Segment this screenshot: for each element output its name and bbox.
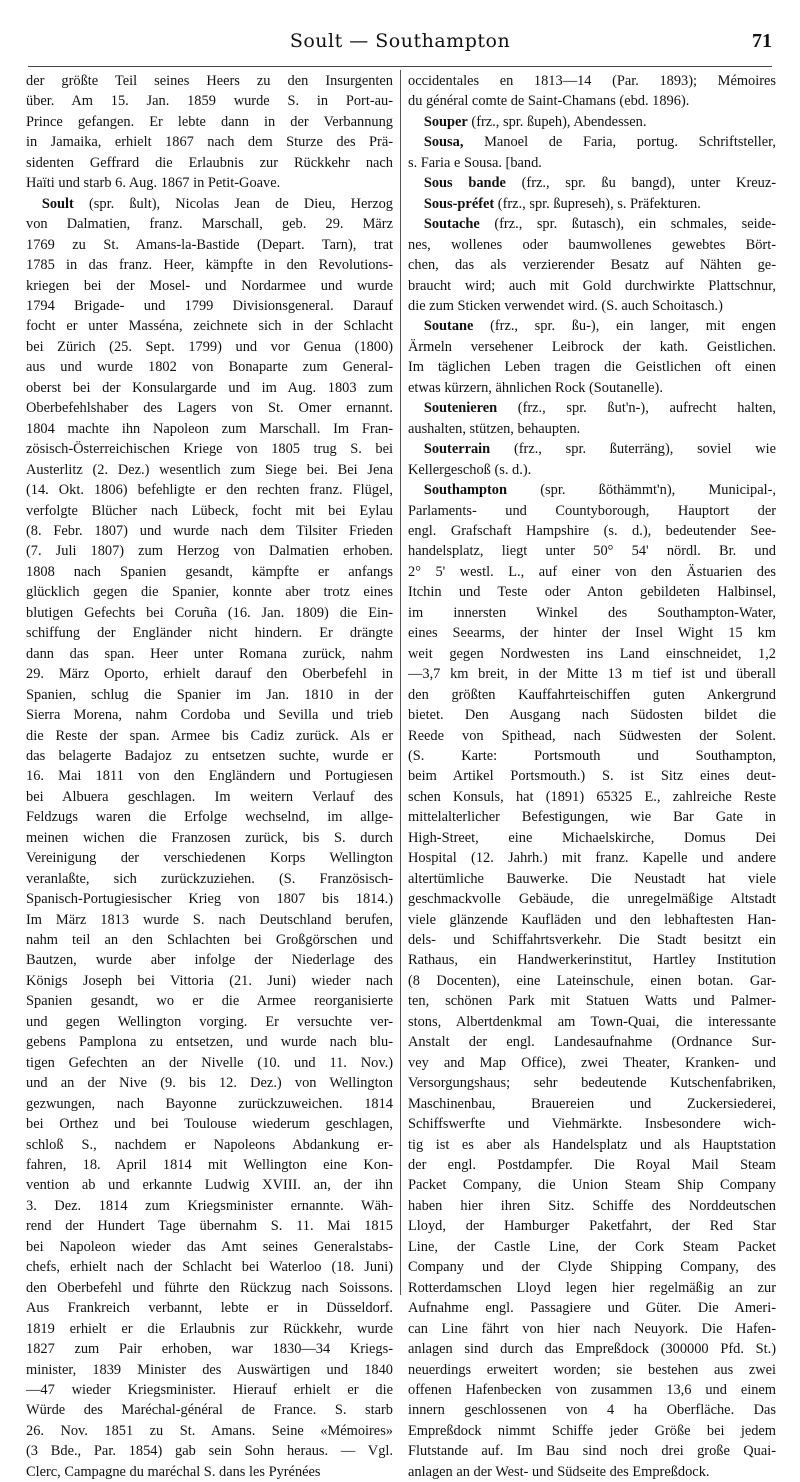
- header-rule: [28, 66, 772, 67]
- right-column-line: Versorgungshaus; sehr bedeutende Kutschenfabriken,: [408, 1075, 776, 1092]
- left-column-line: bei Zürich (25. Sept. 1799) und vor Genua (1800): [26, 338, 393, 355]
- left-column-line: Vereinigung der verschiedenen Korps Wellington: [26, 850, 393, 867]
- page-header: [28, 30, 772, 60]
- left-column-line: Aus Frankreich verbannt, lebte er in Düsseldorf.: [26, 1300, 393, 1317]
- right-column-line: Aufnahme engl. Passagiere und Güter. Die Ameri-: [408, 1300, 776, 1317]
- right-column-line: Soutane (frz., spr. ßu-), ein langer, mit engen: [423, 318, 776, 335]
- left-column-line: Würde des Maréchal-général de France. S. starb: [26, 1402, 393, 1419]
- left-column-line: die Reste der span. Armee bis Cadiz zurück. Als er: [26, 727, 393, 744]
- left-column-line: Sierra Morena, nahm Cordoba und Sevilla und trieb: [26, 707, 393, 724]
- right-column-line: anlagen an der West- und Südseite des Empreßdock.: [408, 1463, 710, 1480]
- headword: Soutenieren: [423, 400, 498, 417]
- left-column-line: Prince gefangen. Er lebte dann in der Verbannung: [26, 113, 393, 130]
- right-column-line: s. Faria e Sousa. [band.: [408, 154, 542, 171]
- left-column-line: vention ab und erkannte Ludwig XVIII. an, der ihn: [26, 1177, 393, 1194]
- left-column-line: Im März 1813 wurde S. nach Deutschland berufen,: [26, 911, 393, 928]
- headword: Souterrain: [423, 441, 491, 458]
- left-column-line: (3 Bde., Par. 1854) gab sein Sohn heraus. — Vgl.: [26, 1443, 393, 1460]
- left-column-line: 1808 nach Spanien gesandt, kämpfte er anfangs: [26, 563, 393, 580]
- left-column-line: das belagerte Badajoz zu entsetzen suchte, wurde er: [26, 747, 393, 764]
- left-column-line: verfolgte Blücher nach Lübeck, focht mit bei Eylau: [26, 502, 393, 519]
- left-column-line: (8. Febr. 1807) und wurde nach dem Tilsiter Frieden: [26, 522, 393, 539]
- left-column-line: und gegen Wellington vorging. Er versuchte ver-: [26, 1013, 393, 1030]
- left-column-line: Spanien gesandt, wo er die Armee reorganisierte: [26, 993, 393, 1010]
- left-column-line: der größte Teil seines Heers zu den Insurgenten: [26, 73, 393, 89]
- left-column-line: Feldzugs waren die Erfolge wechselnd, im allge-: [26, 809, 393, 826]
- left-column-line: den Oberbefehl und führte den Rückzug nach Soissons.: [26, 1279, 393, 1296]
- right-column-line: (8 Docenten), eine Lateinschule, einen botan. Gar-: [408, 972, 776, 989]
- right-column-line: Line, der Castle Line, der Cork Steam Packet: [408, 1238, 776, 1255]
- left-column-line: Spanisch-Portugiesischer Krieg von 1807 bis 1814.): [26, 891, 393, 908]
- headword: Soutane: [423, 318, 474, 335]
- right-column-line: stons, Albertdenkmal am Town-Quai, die interessante: [408, 1013, 776, 1030]
- left-column-line: —47 wieder Kriegsminister. Hierauf erhielt er die: [26, 1382, 393, 1398]
- right-column-line: der engl. Postdampfer. Die Royal Mail Steam: [408, 1157, 776, 1174]
- right-column-line: Maschinenbau, Brauereien und Zuckersiederei,: [408, 1095, 776, 1112]
- right-column-line: Sous bande (frz., spr. ßu bangd), unter Kreuz-: [423, 175, 776, 192]
- left-column-line: bei Albuera geschlagen. Im weitern Verlauf des: [26, 788, 393, 805]
- left-column-line: 1785 in das franz. Heer, kämpfte in den Revolutions-: [26, 257, 393, 274]
- left-column-line: von Dalmatien, franz. Marschall, geb. 29. März: [26, 216, 393, 233]
- right-column-line: High-Street, eine Michaelskirche, Domus Dei: [408, 829, 776, 846]
- left-column-line: Bautzen, wurde aber infolge der Niederlage des: [26, 952, 393, 969]
- left-column-line: Spanien, schlug die Spanier im Jan. 1810 in der: [26, 686, 393, 703]
- left-column-line: chefs, erhielt nach der Schlacht bei Waterloo (18. Juni): [26, 1259, 393, 1276]
- left-column-line: kriegen bei der Mosel- und Nordarmee und wurde: [26, 277, 393, 294]
- right-column-line: bietet. Den Ausgang nach Südosten bildet die: [408, 707, 776, 724]
- left-column-line: 1827 zum Pair erhoben, war 1830—34 Kriegs-: [26, 1341, 393, 1358]
- right-column-line: tig ist es aber als Handelsplatz und als Hauptstation: [408, 1136, 776, 1153]
- headword: Sous bande: [423, 175, 506, 192]
- right-column-line: Souper (frz., spr. ßupeh), Abendessen.: [423, 113, 647, 130]
- left-column-line: über. Am 15. Jan. 1859 wurde S. in Port-au-: [26, 93, 393, 110]
- running-title: Soult — Southampton: [289, 30, 511, 52]
- left-column-line: meinen wichen die Franzosen zurück, bis S. durch: [26, 829, 393, 846]
- right-column-line: Soutache (frz., spr. ßutasch), ein schmales, seide-: [423, 216, 776, 233]
- right-column-line: innern geschlossenen von 4 ha Oberfläche. Das: [408, 1402, 776, 1419]
- headword: Souper: [423, 113, 468, 130]
- left-column-line: Clerc, Campagne du maréchal S. dans les Pyrénées: [26, 1463, 321, 1480]
- right-column-line: mittelalterlicher Befestigungen, wie Bar Gate in: [408, 809, 776, 826]
- left-column-line: 1769 zu St. Amans-la-Bastide (Depart. Tarn), trat: [26, 236, 393, 253]
- right-column-line: geschmackvolle Gebäude, die unregelmäßige Altstadt: [408, 891, 776, 908]
- left-column-line: oberst bei der Konsulargarde und im Aug. 1803 zum: [26, 379, 393, 396]
- right-column-line: eines Seearms, der hinter der Insel Wight 15 km: [408, 625, 776, 642]
- right-column-line: Packet Company, die Union Steam Ship Company: [408, 1177, 776, 1194]
- right-column-line: altertümliche Bauwerke. Die Neustadt hat viele: [408, 870, 776, 887]
- headword: Soutache: [423, 216, 480, 233]
- right-column-line: Rotterdamschen Lloyd legen hier regelmäßig an zur: [408, 1279, 776, 1296]
- left-column-line: (7. Juli 1807) zum Herzog von Dalmatien erhoben.: [26, 543, 393, 560]
- left-column-line: 1794 Brigade- und 1799 Divisionsgeneral. Darauf: [26, 297, 393, 314]
- right-column-line: im innersten Winkel des Southampton-Water,: [408, 604, 776, 621]
- right-column-line: —3,7 km breit, in der Mitte 13 m tief ist und überall: [408, 666, 776, 683]
- left-column-line: minister, 1839 Minister des Auswärtigen und 1840: [26, 1361, 393, 1378]
- left-column-line: Königs Joseph bei Vittoria (21. Juni) wieder nach: [26, 972, 393, 989]
- right-column-line: du général comte de Saint-Chamans (ebd. 1896).: [408, 93, 690, 110]
- left-column-line: Austerlitz (2. Dez.) wesentlich zum Siege bei. Bei Jena: [26, 461, 393, 478]
- right-column-line: Schiffswerfte und Viehmärkte. Insbesondere wich-: [408, 1116, 776, 1133]
- left-column-line: zösisch-Österreichischen Kriege von 1805 trug S. bei: [26, 441, 393, 458]
- right-column-line: handelsplatz, liegt unter 50° 54' nördl. Br. und: [408, 543, 776, 560]
- right-column-line: Company und der Clyde Shipping Company, des: [408, 1259, 776, 1276]
- right-column-line: aushalten, stützen, behaupten.: [408, 420, 581, 437]
- right-column-line: ten, schönen Park mit Statuen Watts und Palmer-: [408, 993, 776, 1010]
- left-column-line: bei Orthez und bei Toulouse wiederum geschlagen,: [26, 1116, 393, 1133]
- left-column-line: dann das span. Heer unter Romana zurück, nahm: [26, 645, 393, 662]
- right-column-line: nes, wollenes oder baumwollenes gewebtes Bört-: [408, 236, 776, 253]
- left-column-line: sidenten Geffrard die Erlaubnis zur Rückkehr nach: [26, 154, 393, 171]
- right-column: [408, 71, 776, 1482]
- right-column-line: Kellergeschoß (s. d.).: [408, 461, 532, 478]
- headword: Southampton: [423, 482, 508, 499]
- right-column-line: Hospital (12. Jahrh.) mit franz. Kapelle und andere: [408, 850, 776, 867]
- left-column-line: rend der Hundert Tage übernahm S. 11. Mai 1815: [26, 1218, 393, 1235]
- right-column-line: Sousa, Manoel de Faria, portug. Schriftsteller,: [423, 134, 776, 151]
- left-column-line: 1819 erhielt er die Erlaubnis zur Rückkehr, wurde: [26, 1320, 393, 1337]
- right-column-line: Itchin und Teste oder Anton gebildeten Halbinsel,: [408, 584, 776, 601]
- right-column-line: Soutenieren (frz., spr. ßut'n-), aufrecht halten,: [423, 400, 776, 417]
- left-column-line: (14. Okt. 1806) befehligte er den rechten franz. Flügel,: [26, 482, 393, 499]
- right-column-line: Empreßdock nimmt Schiffe jeder Größe bei jedem: [408, 1422, 776, 1439]
- right-column-line: weit gegen Nordwesten ins Land einschneidet, 1,2: [408, 645, 776, 662]
- right-column-line: Anstalt der engl. Landesaufnahme (Ordnance Sur-: [408, 1034, 776, 1051]
- headword: Soult: [41, 195, 74, 212]
- left-column-line: aus und wurde 1802 von Bonaparte zum General-: [26, 359, 393, 376]
- right-column-line: Flutstande auf. Im Bau sind noch drei große Quai-: [408, 1443, 776, 1460]
- left-column-line: in Jamaika, erhielt 1867 nach dem Sturze des Prä-: [26, 134, 393, 151]
- right-column-line: neuerdings erweitert worden; sie bestehen aus zwei: [408, 1361, 776, 1378]
- left-column-line: 26. Nov. 1851 zu St. Amans. Seine «Mémoires»: [26, 1422, 393, 1439]
- right-column-line: (S. Karte: Portsmouth und Southampton,: [408, 747, 776, 764]
- right-column-line: Reede von Spithead, nach Südwesten der Solent.: [408, 727, 776, 744]
- left-column-line: glücklich gegen die Spanier, konnte aber trotz eines: [26, 584, 393, 601]
- right-column-line: Souterrain (frz., spr. ßuterräng), soviel wie: [423, 441, 776, 458]
- page-number: 71: [752, 30, 772, 52]
- right-column-line: anlagen sind durch das Empreßdock (300000 Pfd. St.): [408, 1341, 776, 1358]
- right-column-line: die zum Sticken verwendet wird. (S. auch Schoitasch.): [408, 297, 723, 314]
- right-column-line: can Line fährt von hier nach Neuyork. Die Hafen-: [408, 1320, 776, 1337]
- left-column-line: schiffung der Engländer nicht hindern. Er drängte: [26, 625, 393, 642]
- right-column-line: Rathaus, ein Handwerkerinstitut, Hartley Institution: [408, 952, 776, 969]
- right-column-line: dels- und Schiffahrtsverkehr. Die Stadt besitzt ein: [408, 932, 776, 949]
- right-column-line: Lloyd, der Hamburger Paketfahrt, der Red Star: [408, 1218, 776, 1235]
- left-column-line: fahren, 18. April 1814 mit Wellington eine Kon-: [26, 1157, 393, 1174]
- left-column-line: und an der Nive (9. bis 12. Dez.) von Wellington: [26, 1075, 393, 1092]
- right-column-line: engl. Grafschaft Hampshire (s. d.), bedeutender See-: [408, 522, 776, 539]
- right-column-line: Southampton (spr. ßöthämmt'n), Municipal-,: [423, 482, 776, 499]
- right-column-line: Ärmeln versehener Leibrock der kath. Geistlichen.: [408, 338, 776, 355]
- left-column-line: tigen Gefechten an der Nivelle (10. und 11. Nov.): [26, 1054, 393, 1071]
- right-column-line: viele glänzende Kaufläden und den lebhaftesten Han-: [408, 911, 776, 928]
- left-column-line: nahm teil an den Schlachten bei Großgörschen und: [26, 932, 393, 949]
- right-column-line: Im täglichen Leben tragen die Geistlichen oft einen: [408, 359, 776, 376]
- left-column-line: 1804 machte ihn Napoleon zum Marschall. Im Fran-: [26, 420, 393, 437]
- left-column-line: bei Napoleon wieder das Amt seines Generalstabs-: [26, 1238, 393, 1255]
- right-column-line: Parlaments- und Countyborough, Hauptort der: [408, 502, 776, 519]
- right-column-line: Sous-préfet (frz., spr. ßupreseh), s. Präfekturen.: [423, 195, 701, 212]
- headword: Sousa,: [423, 134, 464, 151]
- left-column: [26, 71, 393, 1482]
- right-column-line: occidentales en 1813—14 (Par. 1893); Mémoires: [408, 73, 776, 89]
- right-column-line: vey and Map Office), zwei Theater, Kranken- und: [408, 1054, 776, 1071]
- column-divider: [400, 70, 401, 1295]
- right-column-line: den größten Kauffahrteischiffen guten Ankergrund: [408, 686, 776, 703]
- left-column-line: gezwungen, nach Bayonne zurückzuweichen. 1814: [26, 1095, 393, 1112]
- right-column-line: offenen Hafenbecken von zusammen 13,6 und einem: [408, 1382, 776, 1398]
- left-column-line: Soult (spr. ßult), Nicolas Jean de Dieu, Herzog: [41, 195, 393, 212]
- left-column-line: blutigen Gefechts bei Coruña (16. Jan. 1809) die Ein-: [26, 604, 393, 621]
- left-column-line: 3. Dez. 1814 zum Kriegsminister ernannte. Wäh-: [26, 1197, 393, 1214]
- right-column-line: etwas kürzern, ähnlichen Rock (Soutanelle).: [408, 379, 663, 396]
- right-column-line: chen, das als verzierender Besatz auf Nähten ge-: [408, 257, 776, 274]
- left-column-line: schloß S., nachdem er Napoleons Abdankung er-: [26, 1136, 393, 1153]
- left-column-line: gebens Pamplona zu entsetzen, und wurde nach blu-: [26, 1034, 393, 1051]
- right-column-line: schen Konsuls, hat (1891) 65325 E., zahlreiche Reste: [408, 788, 776, 805]
- headword: Sous-préfet: [423, 195, 495, 212]
- right-column-line: haben hier ihren Sitz. Schiffe des Norddeutschen: [408, 1197, 776, 1214]
- left-column-line: 29. März Oporto, erhielt darauf den Oberbefehl in: [26, 666, 393, 683]
- right-column-line: 2° 5' westl. L., auf einer von den Ästuarien des: [408, 563, 776, 580]
- left-column-line: Oberbefehlshaber des Lagers von St. Omer ernannt.: [26, 400, 393, 417]
- right-column-line: braucht wird; auch mit Gold durchwirkte Plattschnur,: [408, 277, 776, 294]
- left-column-line: focht er unter Masséna, zeichnete sich in der Schlacht: [26, 318, 393, 335]
- left-column-line: 16. Mai 1811 von den Engländern und Portugiesen: [26, 768, 393, 785]
- left-column-line: Haïti und starb 6. Aug. 1867 in Petit-Goave.: [26, 175, 281, 192]
- left-column-line: veranlaßte, sich zurückzuziehen. (S. Französisch-: [26, 870, 393, 887]
- right-column-line: beim Artikel Portsmouth.) S. ist Sitz eines deut-: [408, 768, 776, 785]
